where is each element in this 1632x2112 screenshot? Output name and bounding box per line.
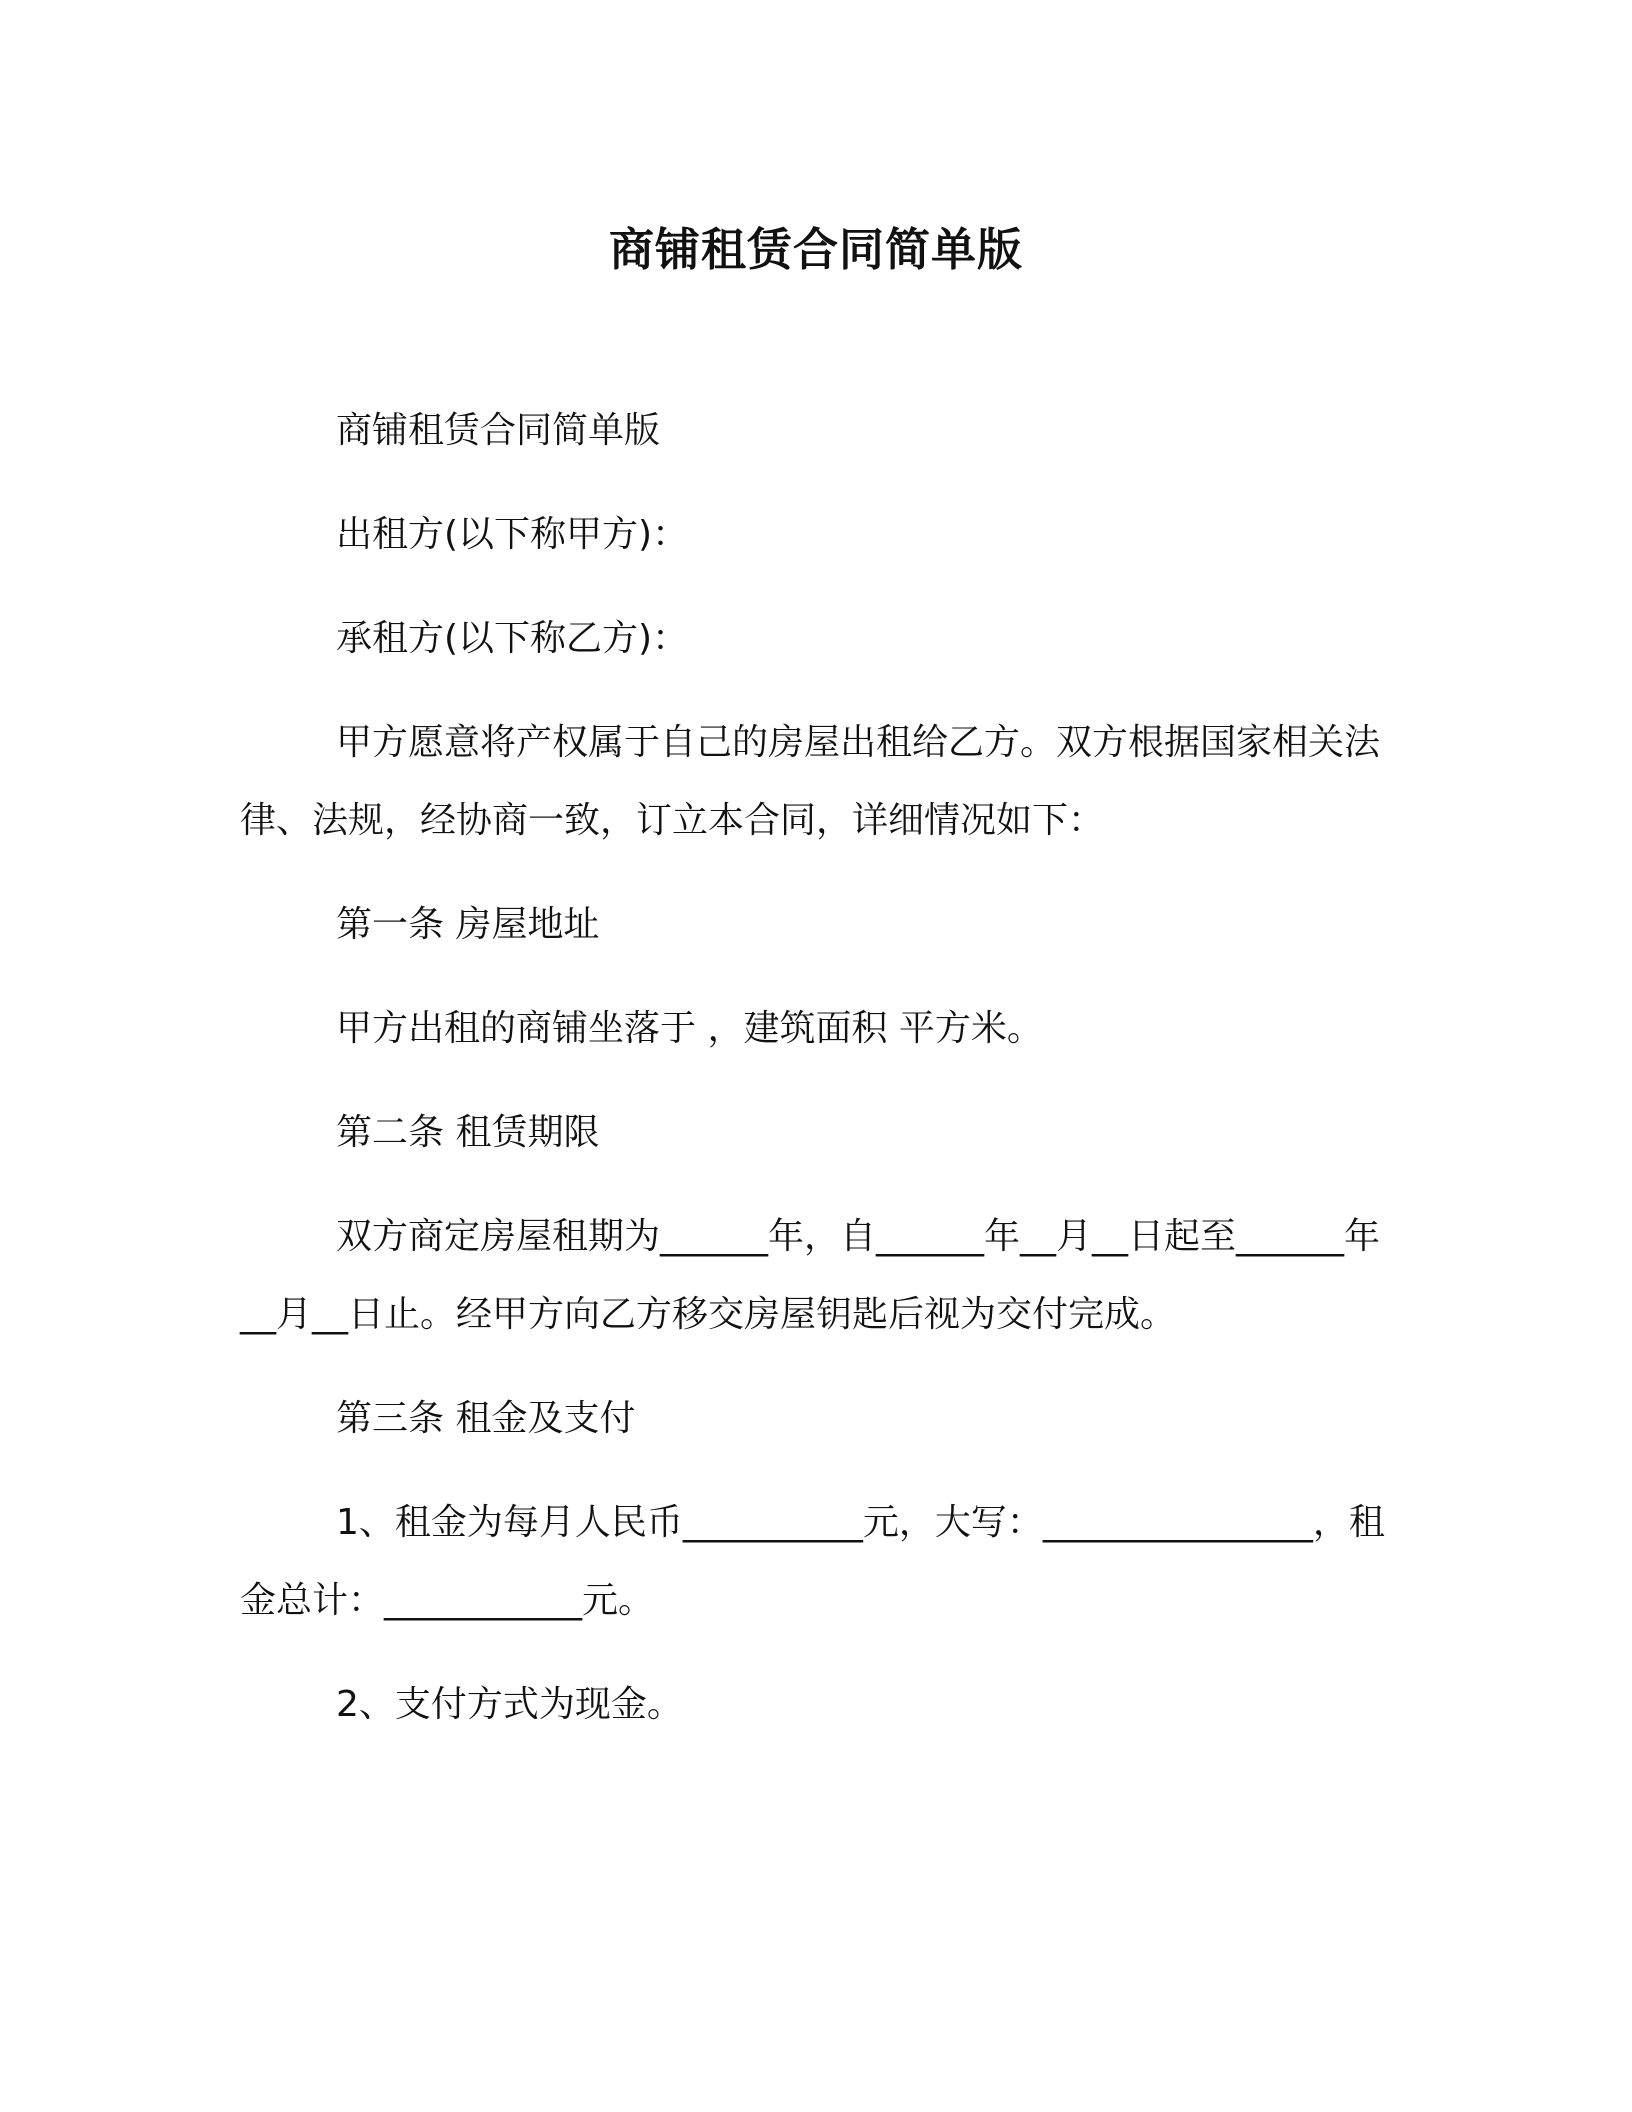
article-1-text: 甲方出租的商铺坐落于 ，建筑面积 平方米。 bbox=[336, 1008, 1043, 1049]
paragraph-subtitle: 商铺租赁合同简单版 bbox=[336, 410, 661, 451]
article-1-heading: 第一条 房屋地址 bbox=[336, 904, 600, 945]
article-3-item-1: 1、租金为每月人民币__________元，大写：_______________，租金总计：___________元。 bbox=[240, 1502, 1385, 1621]
paragraph-lessor: 出租方(以下称甲方)： bbox=[336, 514, 689, 555]
article-3-item-2: 2、支付方式为现金。 bbox=[336, 1684, 683, 1725]
article-2-heading: 第二条 租赁期限 bbox=[336, 1112, 600, 1153]
article-2-text: 双方商定房屋租期为______年，自______年__月__日起至______年__月__日止。经甲方向乙方移交房屋钥匙后视为交付完成。 bbox=[240, 1216, 1381, 1335]
paragraph-lessee: 承租方(以下称乙方)： bbox=[336, 618, 689, 659]
article-3-heading: 第三条 租金及支付 bbox=[336, 1398, 636, 1439]
document-body bbox=[240, 392, 1390, 1770]
paragraph-preamble: 甲方愿意将产权属于自己的房屋出租给乙方。双方根据国家相关法律、法规，经协商一致，订立本合同，详细情况如下： bbox=[240, 722, 1381, 841]
document-title: 商铺租赁合同简单版 bbox=[608, 223, 1023, 276]
